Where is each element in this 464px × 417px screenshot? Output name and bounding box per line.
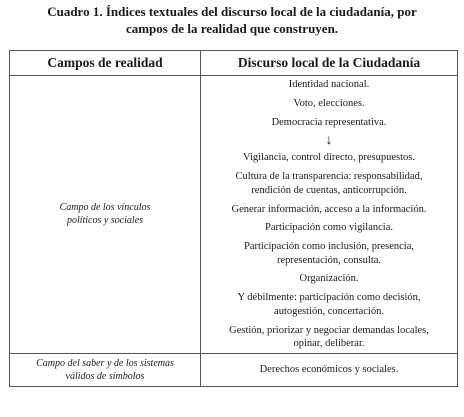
table-row [10, 76, 458, 354]
discurso-item: Vigilancia, control directo, presupuestos. [243, 152, 415, 164]
discurso-item: Derechos económicos y sociales. [259, 363, 399, 375]
header-discurso: Discurso local de la Ciudadanía [201, 51, 458, 76]
discurso-item: Generar información, acceso a la información. [231, 203, 427, 215]
discurso-cell [201, 76, 458, 354]
down-arrow-icon: ↓ [325, 133, 333, 149]
campo-cell [10, 76, 201, 354]
campo-label-line: Campo de los vínculos [59, 202, 151, 214]
campo-cell [10, 353, 201, 386]
discurso-item: Democracia representativa. [271, 116, 387, 128]
campo-label-line: Campo del saber y de los sistemas [36, 357, 174, 369]
table-row [10, 353, 458, 386]
discurso-cell [201, 353, 458, 386]
discurso-item: Voto, elecciones. [293, 97, 365, 109]
campo-label-line: válidos de símbolos [65, 370, 145, 382]
table-caption [4, 3, 460, 37]
discurso-item: Organización. [299, 273, 359, 285]
campo-label-line: políticos y sociales [66, 215, 144, 227]
discurso-item: Y débilmente: participación como decisión, autogestión, concertación. [237, 292, 421, 317]
discurso-item: Participación como vigilancia. [265, 222, 393, 234]
table-header-row [10, 51, 458, 76]
caption-line-2: campos de la realidad que construyen. [125, 21, 339, 36]
caption-line-1: Cuadro 1. Índices textuales del discurso local de la ciudadanía, por [47, 4, 417, 19]
discurso-item: Cultura de la transparencia: responsabilidad, rendición de cuentas, anticorrupción. [235, 171, 423, 196]
header-campos: Campos de realidad [10, 51, 201, 76]
discurso-item: Gestión, priorizar y negociar demandas locales, opinar, deliberar. [229, 324, 429, 350]
discurso-item: Participación como inclusión, presencia, representación, consulta. [244, 241, 414, 266]
discurso-item: Identidad nacional. [288, 79, 370, 90]
discourse-table [9, 50, 458, 387]
